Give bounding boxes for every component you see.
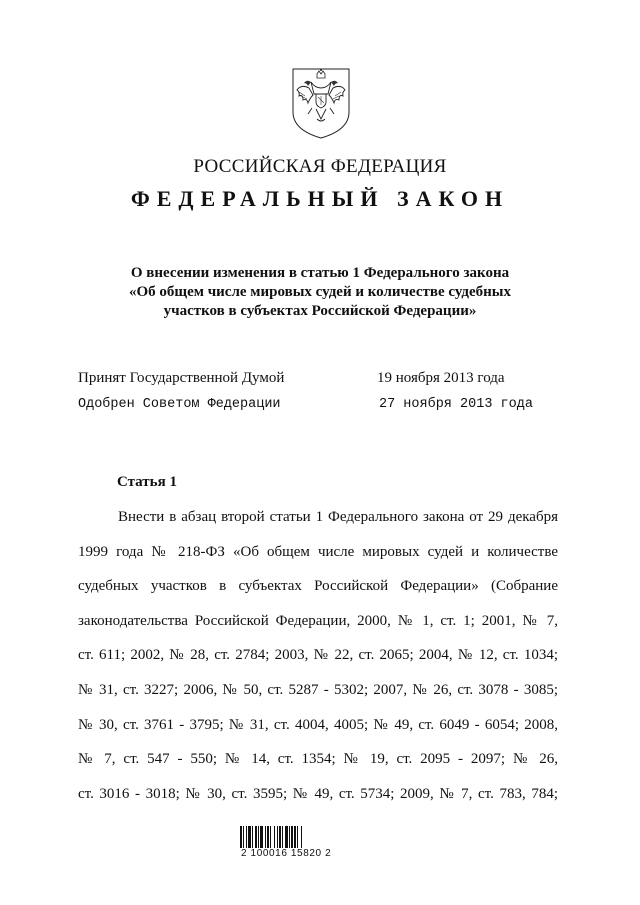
barcode-bars-icon <box>239 826 323 850</box>
adoption-date: 27 ноября 2013 года <box>379 397 533 412</box>
article-body <box>78 509 558 820</box>
article-text-line: законодательства Российской Федерации, 2000, № 1, ст. 1; 2001, № 7, <box>78 612 558 629</box>
barcode-number: 2 100016 15820 2 <box>241 848 332 859</box>
country-name: РОССИЙСКАЯ ФЕДЕРАЦИЯ <box>193 156 447 177</box>
adoption-label: Принят Государственной Думой <box>78 370 285 386</box>
law-title-line: О внесении изменения в статью 1 Федерального закона <box>130 265 510 281</box>
article-text-line: 1999 года № 218-ФЗ «Об общем числе мировых судей и количестве <box>78 543 558 560</box>
law-title <box>100 264 540 321</box>
article-text-line: № 31, ст. 3227; 2006, № 50, ст. 5287 - 5302; 2007, № 26, ст. 3078 - 3085; <box>78 681 558 698</box>
article-heading: Статья 1 <box>117 474 177 490</box>
article-text-line: Внести в абзац второй статьи 1 Федерального закона от 29 декабря <box>118 509 558 525</box>
coat-of-arms-emblem-icon <box>287 66 355 140</box>
eagle-emblem-icon <box>287 66 355 140</box>
document-type-heading: ФЕДЕРАЛЬНЫЙ ЗАКОН <box>130 186 510 211</box>
law-title-line: участков в субъектах Российской Федерации» <box>163 303 477 319</box>
article-text-line: № 7, ст. 547 - 550; № 14, ст. 1354; № 19, ст. 2095 - 2097; № 26, <box>78 751 558 768</box>
article-text-line: ст. 611; 2002, № 28, ст. 2784; 2003, № 22, ст. 2065; 2004, № 12, ст. 1034; <box>78 647 558 664</box>
law-title-line: «Об общем числе мировых судей и количестве судебных <box>129 284 511 300</box>
article-text-line: № 30, ст. 3761 - 3795; № 31, ст. 4004, 4005; № 49, ст. 6049 - 6054; 2008, <box>78 716 558 733</box>
adoption-label: Одобрен Советом Федерации <box>78 397 281 412</box>
adoption-date: 19 ноября 2013 года <box>377 370 505 386</box>
article-text-line: ст. 3016 - 3018; № 30, ст. 3595; № 49, ст. 5734; 2009, № 7, ст. 783, 784; <box>78 785 558 802</box>
article-text-line: судебных участков в субъектах Российской Федерации» (Собрание <box>78 578 558 595</box>
